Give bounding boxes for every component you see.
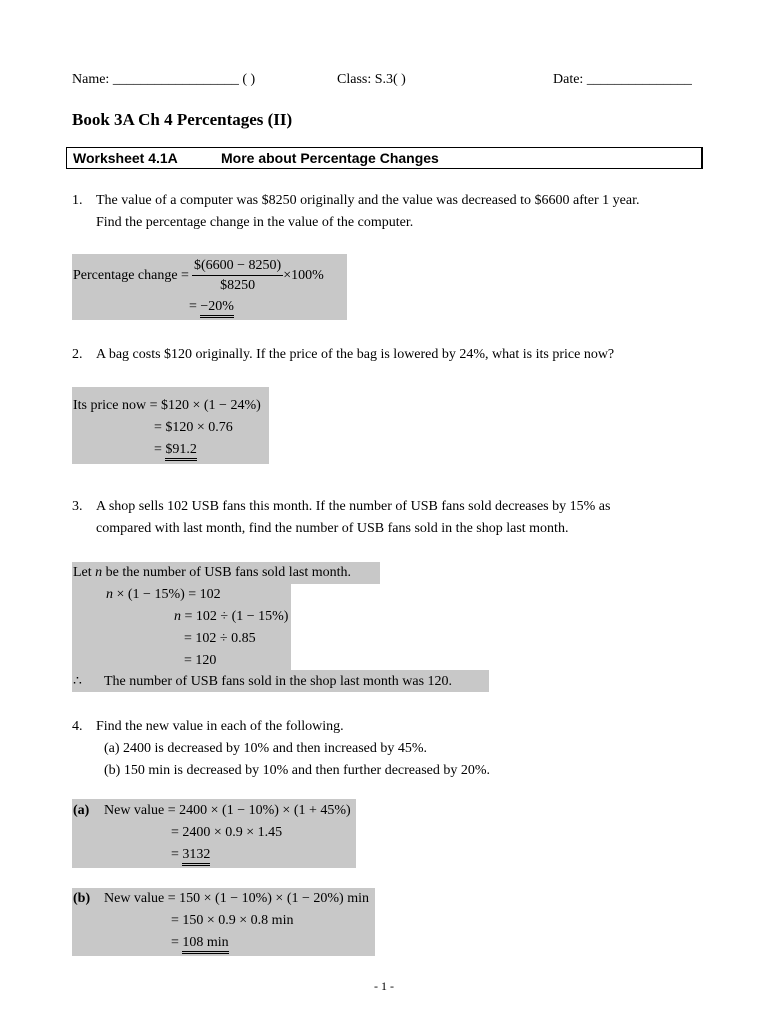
date-field: Date: _______________	[553, 72, 692, 87]
q2-solution-line2: = $120 × 0.76	[154, 420, 233, 435]
q3-text-line2: compared with last month, find the number of USB fans sold in the shop last month.	[96, 521, 569, 536]
q2-number: 2.	[72, 347, 83, 362]
q3-solution-line1: n × (1 − 15%) = 102	[106, 587, 221, 602]
q2-solution-line3: = $91.2	[154, 443, 197, 457]
q1-numerator: $(6600 − 8250)	[192, 259, 283, 276]
q1-solution-line2: = −20%	[189, 300, 234, 314]
q4-text-line1: Find the new value in each of the following.	[96, 719, 344, 734]
q1-text-line2: Find the percentage change in the value of the computer.	[96, 215, 414, 230]
q2-text-line1: A bag costs $120 originally. If the price of the bag is lowered by 24%, what is its price now?	[96, 347, 615, 362]
q4-number: 4.	[72, 719, 83, 734]
q4b-solution-line2: = 150 × 0.9 × 0.8 min	[171, 913, 294, 928]
q2-answer: $91.2	[165, 442, 197, 461]
page-number: - 1 -	[374, 979, 394, 993]
q1-lhs: Percentage change =	[73, 268, 189, 283]
q4a-solution-line1: New value = 2400 × (1 − 10%) × (1 + 45%)	[104, 803, 351, 818]
q3-number: 3.	[72, 499, 83, 514]
q1-times: ×100%	[283, 268, 324, 283]
q3-solution-line3: = 102 ÷ 0.85	[184, 631, 256, 646]
q3-solution-line4: = 120	[184, 653, 217, 668]
q3-let-statement: Let n be the number of USB fans sold last month.	[73, 565, 352, 580]
q4b-label: (b)	[73, 891, 91, 906]
therefore-symbol: ∴	[73, 674, 82, 689]
q1-fraction	[192, 259, 283, 293]
q4b-solution-line1: New value = 150 × (1 − 10%) × (1 − 20%) min	[104, 891, 369, 906]
q4-part-a-text: (a) 2400 is decreased by 10% and then increased by 45%.	[104, 741, 428, 756]
q4-part-b-text: (b) 150 min is decreased by 10% and then further decreased by 20%.	[104, 763, 491, 778]
worksheet-title: More about Percentage Changes	[221, 150, 439, 166]
q4a-label: (a)	[73, 803, 90, 818]
q4a-answer: 3132	[182, 847, 210, 866]
worksheet-title-box	[66, 147, 703, 169]
q3-conclusion: The number of USB fans sold in the shop last month was 120.	[104, 674, 453, 689]
q3-text-line1: A shop sells 102 USB fans this month. If the number of USB fans sold decreases by 15% as	[96, 499, 611, 514]
book-title: Book 3A Ch 4 Percentages (II)	[72, 110, 293, 129]
name-field: Name: __________________ ( )	[72, 72, 256, 87]
q4b-answer: 108 min	[182, 935, 228, 954]
q3-solution-line2: n = 102 ÷ (1 − 15%)	[174, 609, 289, 624]
q1-denominator: $8250	[220, 278, 256, 293]
q1-solution-line1	[73, 259, 324, 293]
q1-answer: −20%	[200, 299, 234, 318]
q2-solution-line1: Its price now = $120 × (1 − 24%)	[73, 398, 261, 413]
q1-text-line1: The value of a computer was $8250 originally and the value was decreased to $6600 after 1 year.	[96, 193, 640, 208]
q4a-solution-line3: = 3132	[171, 848, 210, 862]
worksheet-number: Worksheet 4.1A	[73, 150, 178, 166]
q1-number: 1.	[72, 193, 83, 208]
q4b-solution-line3: = 108 min	[171, 936, 229, 950]
q4a-solution-line2: = 2400 × 0.9 × 1.45	[171, 825, 283, 840]
class-field: Class: S.3( )	[337, 72, 406, 87]
